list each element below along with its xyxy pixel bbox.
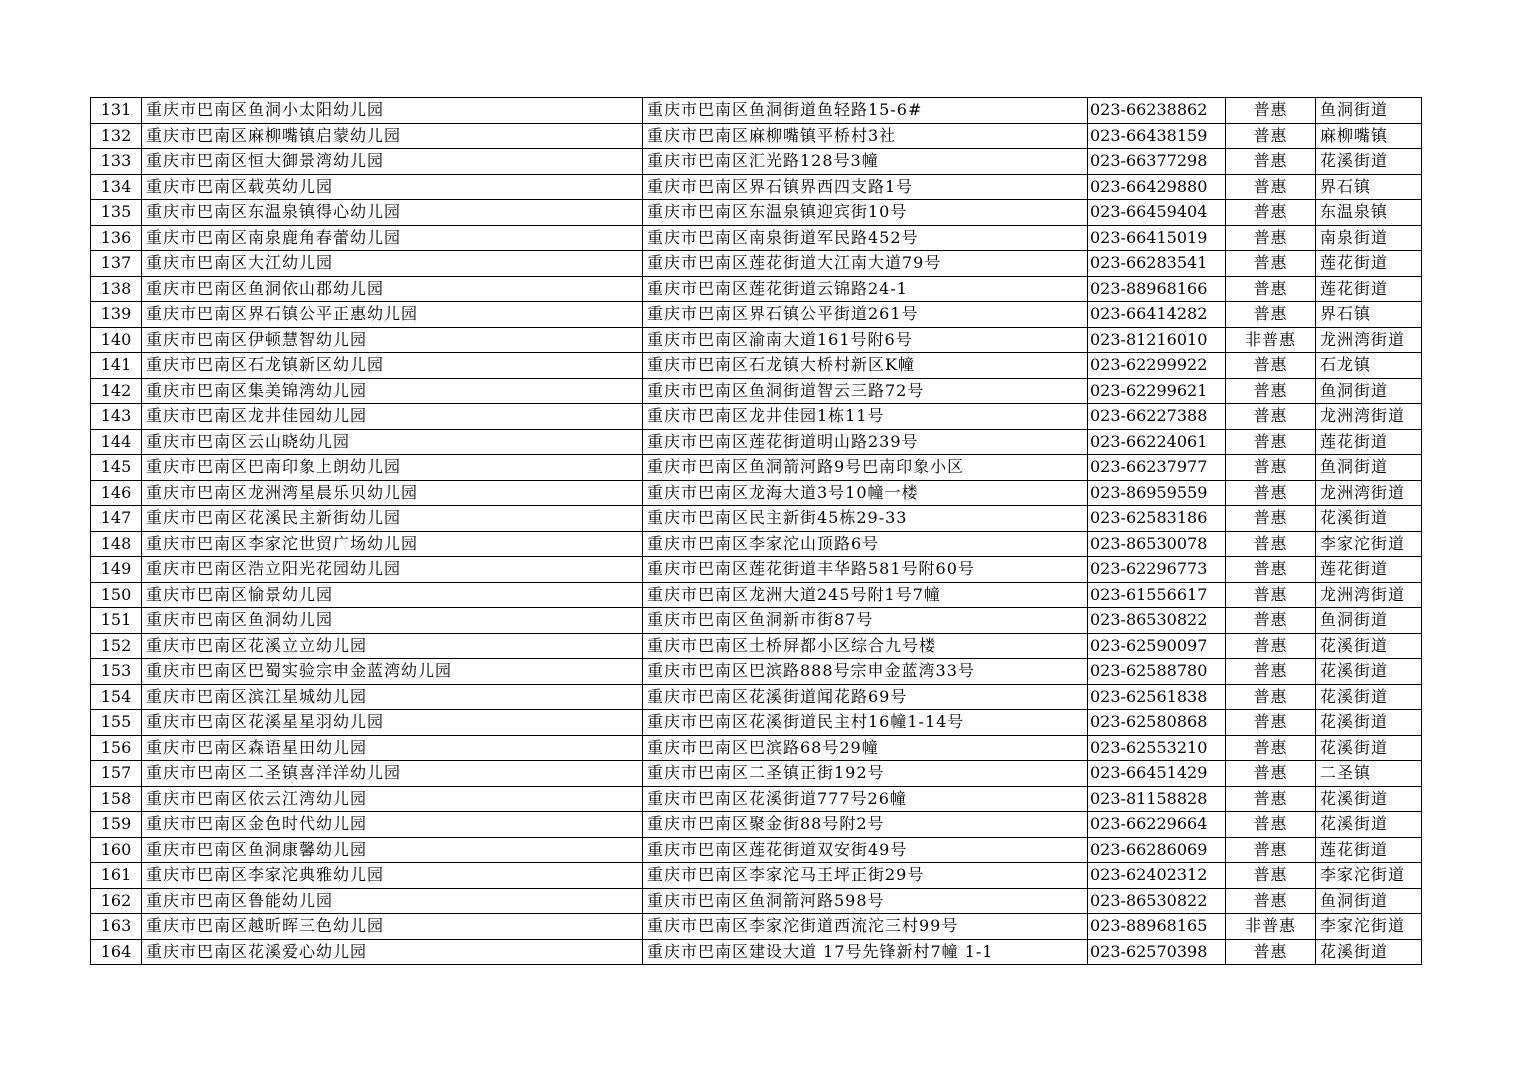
row-number-cell: 151 bbox=[91, 608, 142, 634]
phone-cell: 023-66286069 bbox=[1088, 837, 1226, 863]
type-cell: 普惠 bbox=[1226, 455, 1316, 481]
address-cell: 重庆市巴南区莲花街道明山路239号 bbox=[643, 429, 1088, 455]
phone-cell: 023-62553210 bbox=[1088, 735, 1226, 761]
table-row bbox=[91, 608, 1422, 634]
table-row bbox=[91, 863, 1422, 889]
type-cell: 普惠 bbox=[1226, 812, 1316, 838]
address-cell: 重庆市巴南区土桥屏都小区综合九号楼 bbox=[643, 633, 1088, 659]
row-number-cell: 139 bbox=[91, 302, 142, 328]
kindergarten-name-cell: 重庆市巴南区伊顿慧智幼儿园 bbox=[142, 327, 643, 353]
phone-cell: 023-66377298 bbox=[1088, 149, 1226, 175]
phone-cell: 023-62583186 bbox=[1088, 506, 1226, 532]
street-cell: 东温泉镇 bbox=[1316, 200, 1422, 226]
table-row bbox=[91, 786, 1422, 812]
address-cell: 重庆市巴南区巴滨路888号宗申金蓝湾33号 bbox=[643, 659, 1088, 685]
street-cell: 李家沱街道 bbox=[1316, 863, 1422, 889]
phone-cell: 023-66414282 bbox=[1088, 302, 1226, 328]
kindergarten-name-cell: 重庆市巴南区二圣镇喜洋洋幼儿园 bbox=[142, 761, 643, 787]
kindergarten-name-cell: 重庆市巴南区载英幼儿园 bbox=[142, 174, 643, 200]
type-cell: 普惠 bbox=[1226, 98, 1316, 124]
phone-cell: 023-66237977 bbox=[1088, 455, 1226, 481]
row-number-cell: 144 bbox=[91, 429, 142, 455]
phone-cell: 023-62299621 bbox=[1088, 378, 1226, 404]
street-cell: 莲花街道 bbox=[1316, 276, 1422, 302]
street-cell: 龙洲湾街道 bbox=[1316, 480, 1422, 506]
table-row bbox=[91, 914, 1422, 940]
address-cell: 重庆市巴南区花溪街道民主村16幢1-14号 bbox=[643, 710, 1088, 736]
row-number-cell: 160 bbox=[91, 837, 142, 863]
address-cell: 重庆市巴南区李家沱街道西流沱三村99号 bbox=[643, 914, 1088, 940]
street-cell: 莲花街道 bbox=[1316, 251, 1422, 277]
phone-cell: 023-86530078 bbox=[1088, 531, 1226, 557]
phone-cell: 023-66415019 bbox=[1088, 225, 1226, 251]
type-cell: 普惠 bbox=[1226, 659, 1316, 685]
table-row bbox=[91, 531, 1422, 557]
address-cell: 重庆市巴南区莲花街道双安街49号 bbox=[643, 837, 1088, 863]
type-cell: 普惠 bbox=[1226, 276, 1316, 302]
row-number-cell: 140 bbox=[91, 327, 142, 353]
row-number-cell: 159 bbox=[91, 812, 142, 838]
kindergarten-name-cell: 重庆市巴南区浩立阳光花园幼儿园 bbox=[142, 557, 643, 583]
type-cell: 普惠 bbox=[1226, 200, 1316, 226]
kindergarten-name-cell: 重庆市巴南区麻柳嘴镇启蒙幼儿园 bbox=[142, 123, 643, 149]
row-number-cell: 148 bbox=[91, 531, 142, 557]
row-number-cell: 156 bbox=[91, 735, 142, 761]
row-number-cell: 161 bbox=[91, 863, 142, 889]
type-cell: 普惠 bbox=[1226, 633, 1316, 659]
table-row bbox=[91, 174, 1422, 200]
address-cell: 重庆市巴南区聚金街88号附2号 bbox=[643, 812, 1088, 838]
table-row bbox=[91, 939, 1422, 965]
phone-cell: 023-62580868 bbox=[1088, 710, 1226, 736]
row-number-cell: 152 bbox=[91, 633, 142, 659]
kindergarten-name-cell: 重庆市巴南区巴蜀实验宗申金蓝湾幼儿园 bbox=[142, 659, 643, 685]
kindergarten-name-cell: 重庆市巴南区李家沱世贸广场幼儿园 bbox=[142, 531, 643, 557]
street-cell: 花溪街道 bbox=[1316, 659, 1422, 685]
kindergarten-name-cell: 重庆市巴南区鱼洞小太阳幼儿园 bbox=[142, 98, 643, 124]
row-number-cell: 133 bbox=[91, 149, 142, 175]
type-cell: 普惠 bbox=[1226, 939, 1316, 965]
kindergarten-name-cell: 重庆市巴南区南泉鹿角春蕾幼儿园 bbox=[142, 225, 643, 251]
type-cell: 普惠 bbox=[1226, 608, 1316, 634]
address-cell: 重庆市巴南区民主新街45栋29-33 bbox=[643, 506, 1088, 532]
row-number-cell: 150 bbox=[91, 582, 142, 608]
phone-cell: 023-81158828 bbox=[1088, 786, 1226, 812]
street-cell: 龙洲湾街道 bbox=[1316, 404, 1422, 430]
table-row bbox=[91, 98, 1422, 124]
street-cell: 花溪街道 bbox=[1316, 735, 1422, 761]
address-cell: 重庆市巴南区二圣镇正街192号 bbox=[643, 761, 1088, 787]
type-cell: 普惠 bbox=[1226, 251, 1316, 277]
street-cell: 花溪街道 bbox=[1316, 710, 1422, 736]
kindergarten-name-cell: 重庆市巴南区森语星田幼儿园 bbox=[142, 735, 643, 761]
street-cell: 鱼洞街道 bbox=[1316, 455, 1422, 481]
table-row bbox=[91, 761, 1422, 787]
street-cell: 南泉街道 bbox=[1316, 225, 1422, 251]
kindergarten-name-cell: 重庆市巴南区鱼洞幼儿园 bbox=[142, 608, 643, 634]
row-number-cell: 146 bbox=[91, 480, 142, 506]
kindergarten-name-cell: 重庆市巴南区花溪爱心幼儿园 bbox=[142, 939, 643, 965]
street-cell: 莲花街道 bbox=[1316, 837, 1422, 863]
type-cell: 普惠 bbox=[1226, 225, 1316, 251]
kindergarten-name-cell: 重庆市巴南区花溪立立幼儿园 bbox=[142, 633, 643, 659]
table-row bbox=[91, 506, 1422, 532]
phone-cell: 023-88968165 bbox=[1088, 914, 1226, 940]
phone-cell: 023-62570398 bbox=[1088, 939, 1226, 965]
kindergarten-name-cell: 重庆市巴南区李家沱典雅幼儿园 bbox=[142, 863, 643, 889]
type-cell: 普惠 bbox=[1226, 786, 1316, 812]
phone-cell: 023-62590097 bbox=[1088, 633, 1226, 659]
type-cell: 普惠 bbox=[1226, 480, 1316, 506]
street-cell: 麻柳嘴镇 bbox=[1316, 123, 1422, 149]
phone-cell: 023-66429880 bbox=[1088, 174, 1226, 200]
street-cell: 龙洲湾街道 bbox=[1316, 327, 1422, 353]
type-cell: 普惠 bbox=[1226, 149, 1316, 175]
phone-cell: 023-61556617 bbox=[1088, 582, 1226, 608]
type-cell: 普惠 bbox=[1226, 735, 1316, 761]
table-row bbox=[91, 276, 1422, 302]
table-row bbox=[91, 200, 1422, 226]
kindergarten-name-cell: 重庆市巴南区愉景幼儿园 bbox=[142, 582, 643, 608]
address-cell: 重庆市巴南区界石镇公平街道261号 bbox=[643, 302, 1088, 328]
kindergarten-name-cell: 重庆市巴南区石龙镇新区幼儿园 bbox=[142, 353, 643, 379]
type-cell: 普惠 bbox=[1226, 353, 1316, 379]
table-body bbox=[91, 98, 1422, 965]
row-number-cell: 155 bbox=[91, 710, 142, 736]
type-cell: 普惠 bbox=[1226, 684, 1316, 710]
street-cell: 二圣镇 bbox=[1316, 761, 1422, 787]
address-cell: 重庆市巴南区龙洲大道245号附1号7幢 bbox=[643, 582, 1088, 608]
row-number-cell: 153 bbox=[91, 659, 142, 685]
phone-cell: 023-66438159 bbox=[1088, 123, 1226, 149]
row-number-cell: 141 bbox=[91, 353, 142, 379]
street-cell: 莲花街道 bbox=[1316, 557, 1422, 583]
phone-cell: 023-62402312 bbox=[1088, 863, 1226, 889]
table-row bbox=[91, 404, 1422, 430]
phone-cell: 023-66451429 bbox=[1088, 761, 1226, 787]
phone-cell: 023-66227388 bbox=[1088, 404, 1226, 430]
phone-cell: 023-81216010 bbox=[1088, 327, 1226, 353]
address-cell: 重庆市巴南区龙井佳园1栋11号 bbox=[643, 404, 1088, 430]
table-row bbox=[91, 837, 1422, 863]
type-cell: 普惠 bbox=[1226, 557, 1316, 583]
kindergarten-name-cell: 重庆市巴南区巴南印象上朗幼儿园 bbox=[142, 455, 643, 481]
phone-cell: 023-62561838 bbox=[1088, 684, 1226, 710]
address-cell: 重庆市巴南区花溪街道777号26幢 bbox=[643, 786, 1088, 812]
kindergarten-name-cell: 重庆市巴南区滨江星城幼儿园 bbox=[142, 684, 643, 710]
street-cell: 李家沱街道 bbox=[1316, 914, 1422, 940]
kindergarten-name-cell: 重庆市巴南区越昕晖三色幼儿园 bbox=[142, 914, 643, 940]
table-row bbox=[91, 557, 1422, 583]
kindergarten-name-cell: 重庆市巴南区恒大御景湾幼儿园 bbox=[142, 149, 643, 175]
type-cell: 普惠 bbox=[1226, 837, 1316, 863]
street-cell: 界石镇 bbox=[1316, 174, 1422, 200]
kindergarten-name-cell: 重庆市巴南区东温泉镇得心幼儿园 bbox=[142, 200, 643, 226]
kindergarten-name-cell: 重庆市巴南区鱼洞康馨幼儿园 bbox=[142, 837, 643, 863]
row-number-cell: 132 bbox=[91, 123, 142, 149]
kindergarten-name-cell: 重庆市巴南区云山晓幼儿园 bbox=[142, 429, 643, 455]
street-cell: 花溪街道 bbox=[1316, 684, 1422, 710]
phone-cell: 023-66224061 bbox=[1088, 429, 1226, 455]
table-row bbox=[91, 582, 1422, 608]
kindergarten-name-cell: 重庆市巴南区龙洲湾星晨乐贝幼儿园 bbox=[142, 480, 643, 506]
table-row bbox=[91, 149, 1422, 175]
kindergarten-name-cell: 重庆市巴南区龙井佳园幼儿园 bbox=[142, 404, 643, 430]
street-cell: 龙洲湾街道 bbox=[1316, 582, 1422, 608]
address-cell: 重庆市巴南区鱼洞街道鱼轻路15-6# bbox=[643, 98, 1088, 124]
phone-cell: 023-86530822 bbox=[1088, 888, 1226, 914]
type-cell: 普惠 bbox=[1226, 429, 1316, 455]
street-cell: 李家沱街道 bbox=[1316, 531, 1422, 557]
address-cell: 重庆市巴南区李家沱马王坪正街29号 bbox=[643, 863, 1088, 889]
kindergarten-name-cell: 重庆市巴南区依云江湾幼儿园 bbox=[142, 786, 643, 812]
row-number-cell: 157 bbox=[91, 761, 142, 787]
type-cell: 普惠 bbox=[1226, 302, 1316, 328]
phone-cell: 023-66238862 bbox=[1088, 98, 1226, 124]
table-row bbox=[91, 251, 1422, 277]
street-cell: 鱼洞街道 bbox=[1316, 608, 1422, 634]
address-cell: 重庆市巴南区麻柳嘴镇平桥村3社 bbox=[643, 123, 1088, 149]
address-cell: 重庆市巴南区南泉街道军民路452号 bbox=[643, 225, 1088, 251]
table-row bbox=[91, 888, 1422, 914]
address-cell: 重庆市巴南区石龙镇大桥村新区K幢 bbox=[643, 353, 1088, 379]
phone-cell: 023-62296773 bbox=[1088, 557, 1226, 583]
address-cell: 重庆市巴南区鱼洞箭河路9号巴南印象小区 bbox=[643, 455, 1088, 481]
row-number-cell: 162 bbox=[91, 888, 142, 914]
address-cell: 重庆市巴南区鱼洞街道智云三路72号 bbox=[643, 378, 1088, 404]
address-cell: 重庆市巴南区龙海大道3号10幢一楼 bbox=[643, 480, 1088, 506]
type-cell: 普惠 bbox=[1226, 531, 1316, 557]
row-number-cell: 131 bbox=[91, 98, 142, 124]
address-cell: 重庆市巴南区莲花街道丰华路581号附60号 bbox=[643, 557, 1088, 583]
address-cell: 重庆市巴南区李家沱山顶路6号 bbox=[643, 531, 1088, 557]
street-cell: 莲花街道 bbox=[1316, 429, 1422, 455]
kindergarten-name-cell: 重庆市巴南区集美锦湾幼儿园 bbox=[142, 378, 643, 404]
type-cell: 普惠 bbox=[1226, 582, 1316, 608]
phone-cell: 023-86530822 bbox=[1088, 608, 1226, 634]
type-cell: 非普惠 bbox=[1226, 327, 1316, 353]
street-cell: 鱼洞街道 bbox=[1316, 378, 1422, 404]
address-cell: 重庆市巴南区鱼洞箭河路598号 bbox=[643, 888, 1088, 914]
type-cell: 普惠 bbox=[1226, 378, 1316, 404]
kindergarten-name-cell: 重庆市巴南区鲁能幼儿园 bbox=[142, 888, 643, 914]
type-cell: 普惠 bbox=[1226, 174, 1316, 200]
row-number-cell: 147 bbox=[91, 506, 142, 532]
kindergarten-name-cell: 重庆市巴南区花溪民主新街幼儿园 bbox=[142, 506, 643, 532]
phone-cell: 023-86959559 bbox=[1088, 480, 1226, 506]
address-cell: 重庆市巴南区渝南大道161号附6号 bbox=[643, 327, 1088, 353]
row-number-cell: 135 bbox=[91, 200, 142, 226]
address-cell: 重庆市巴南区界石镇界西四支路1号 bbox=[643, 174, 1088, 200]
kindergarten-name-cell: 重庆市巴南区花溪星星羽幼儿园 bbox=[142, 710, 643, 736]
row-number-cell: 154 bbox=[91, 684, 142, 710]
type-cell: 普惠 bbox=[1226, 404, 1316, 430]
street-cell: 花溪街道 bbox=[1316, 786, 1422, 812]
row-number-cell: 143 bbox=[91, 404, 142, 430]
table-row bbox=[91, 684, 1422, 710]
kindergarten-table bbox=[90, 97, 1422, 965]
address-cell: 重庆市巴南区莲花街道大江南大道79号 bbox=[643, 251, 1088, 277]
street-cell: 花溪街道 bbox=[1316, 506, 1422, 532]
type-cell: 普惠 bbox=[1226, 761, 1316, 787]
street-cell: 界石镇 bbox=[1316, 302, 1422, 328]
row-number-cell: 136 bbox=[91, 225, 142, 251]
row-number-cell: 134 bbox=[91, 174, 142, 200]
street-cell: 花溪街道 bbox=[1316, 149, 1422, 175]
row-number-cell: 137 bbox=[91, 251, 142, 277]
type-cell: 非普惠 bbox=[1226, 914, 1316, 940]
table-row bbox=[91, 480, 1422, 506]
table-row bbox=[91, 353, 1422, 379]
street-cell: 花溪街道 bbox=[1316, 939, 1422, 965]
address-cell: 重庆市巴南区巴滨路68号29幢 bbox=[643, 735, 1088, 761]
kindergarten-name-cell: 重庆市巴南区金色时代幼儿园 bbox=[142, 812, 643, 838]
table-row bbox=[91, 378, 1422, 404]
type-cell: 普惠 bbox=[1226, 888, 1316, 914]
type-cell: 普惠 bbox=[1226, 506, 1316, 532]
phone-cell: 023-66283541 bbox=[1088, 251, 1226, 277]
row-number-cell: 138 bbox=[91, 276, 142, 302]
row-number-cell: 163 bbox=[91, 914, 142, 940]
table-row bbox=[91, 429, 1422, 455]
table-row bbox=[91, 225, 1422, 251]
kindergarten-name-cell: 重庆市巴南区界石镇公平正惠幼儿园 bbox=[142, 302, 643, 328]
row-number-cell: 142 bbox=[91, 378, 142, 404]
address-cell: 重庆市巴南区莲花街道云锦路24-1 bbox=[643, 276, 1088, 302]
table-row bbox=[91, 710, 1422, 736]
kindergarten-name-cell: 重庆市巴南区鱼洞依山郡幼儿园 bbox=[142, 276, 643, 302]
type-cell: 普惠 bbox=[1226, 123, 1316, 149]
address-cell: 重庆市巴南区花溪街道闻花路69号 bbox=[643, 684, 1088, 710]
type-cell: 普惠 bbox=[1226, 863, 1316, 889]
table-row bbox=[91, 735, 1422, 761]
phone-cell: 023-66229664 bbox=[1088, 812, 1226, 838]
table-row bbox=[91, 633, 1422, 659]
phone-cell: 023-62299922 bbox=[1088, 353, 1226, 379]
phone-cell: 023-62588780 bbox=[1088, 659, 1226, 685]
table-row bbox=[91, 659, 1422, 685]
street-cell: 鱼洞街道 bbox=[1316, 888, 1422, 914]
street-cell: 花溪街道 bbox=[1316, 812, 1422, 838]
row-number-cell: 149 bbox=[91, 557, 142, 583]
type-cell: 普惠 bbox=[1226, 710, 1316, 736]
kindergarten-name-cell: 重庆市巴南区大江幼儿园 bbox=[142, 251, 643, 277]
table-row bbox=[91, 327, 1422, 353]
table-row bbox=[91, 455, 1422, 481]
phone-cell: 023-88968166 bbox=[1088, 276, 1226, 302]
street-cell: 花溪街道 bbox=[1316, 633, 1422, 659]
row-number-cell: 158 bbox=[91, 786, 142, 812]
address-cell: 重庆市巴南区建设大道 17号先锋新村7幢 1-1 bbox=[643, 939, 1088, 965]
table-row bbox=[91, 302, 1422, 328]
street-cell: 鱼洞街道 bbox=[1316, 98, 1422, 124]
address-cell: 重庆市巴南区东温泉镇迎宾街10号 bbox=[643, 200, 1088, 226]
row-number-cell: 164 bbox=[91, 939, 142, 965]
table-row bbox=[91, 812, 1422, 838]
address-cell: 重庆市巴南区鱼洞新市街87号 bbox=[643, 608, 1088, 634]
row-number-cell: 145 bbox=[91, 455, 142, 481]
table-row bbox=[91, 123, 1422, 149]
phone-cell: 023-66459404 bbox=[1088, 200, 1226, 226]
address-cell: 重庆市巴南区汇光路128号3幢 bbox=[643, 149, 1088, 175]
street-cell: 石龙镇 bbox=[1316, 353, 1422, 379]
